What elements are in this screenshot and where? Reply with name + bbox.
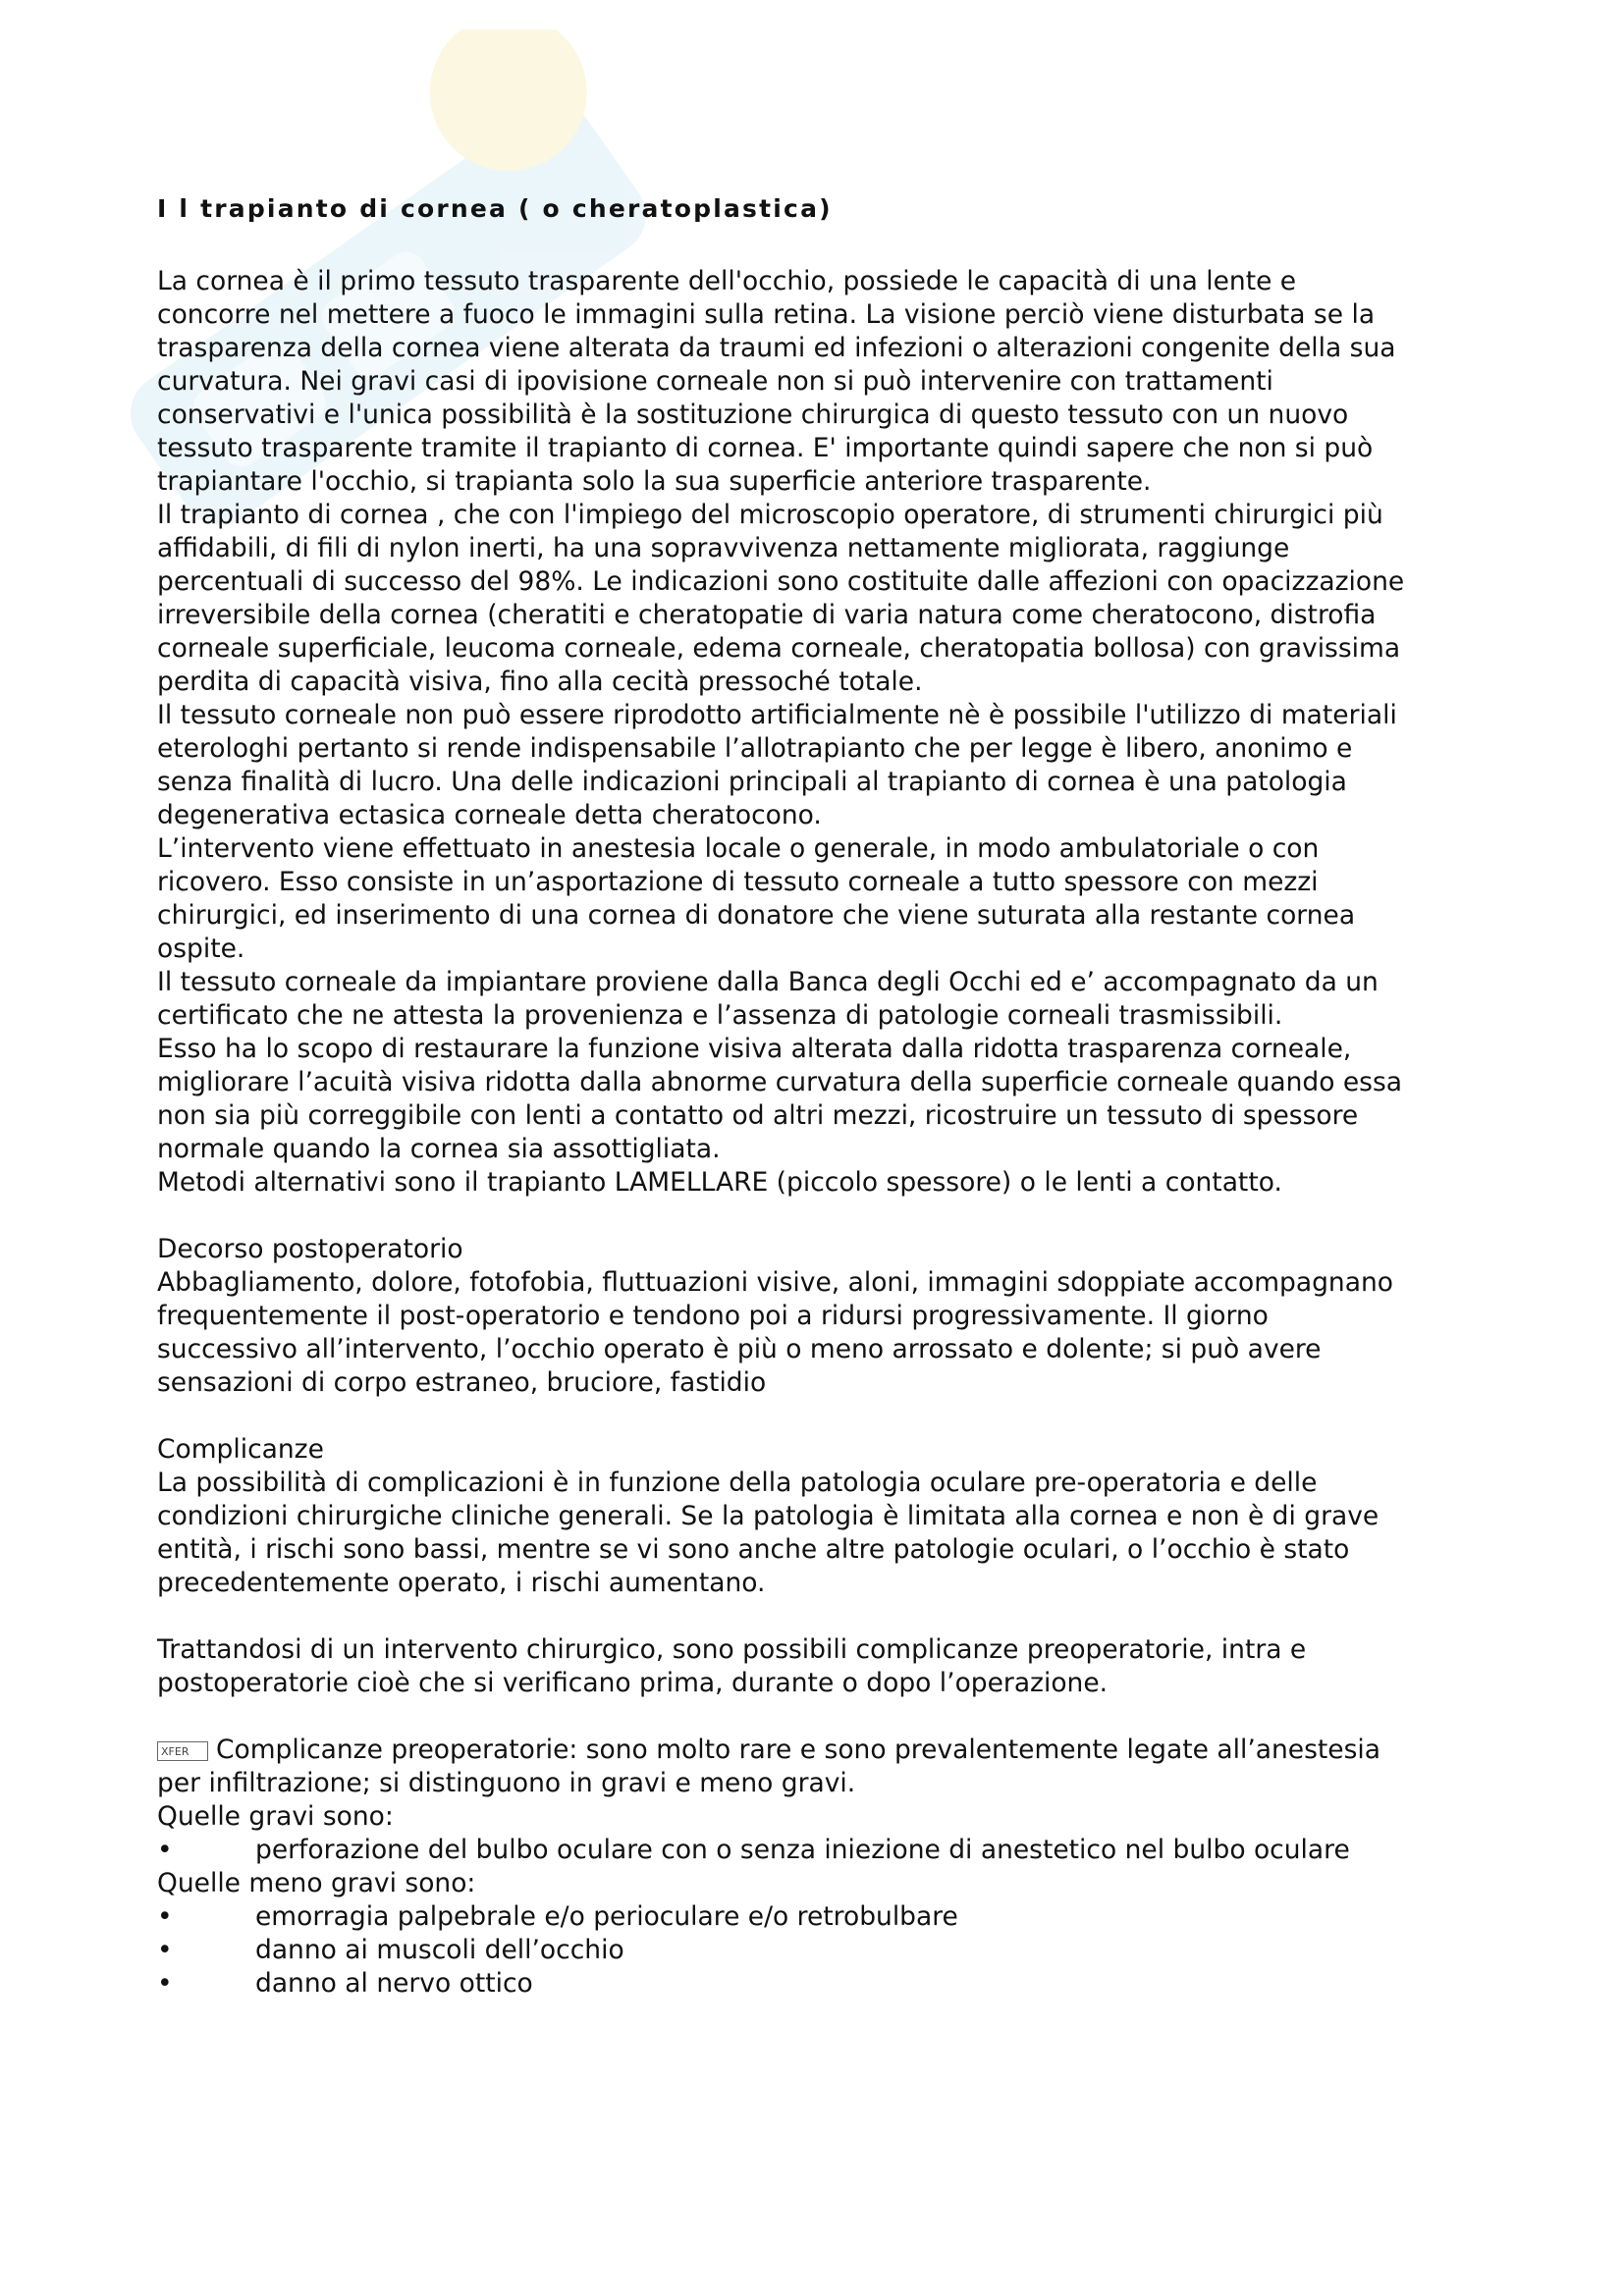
text-line: corneale superficiale, leucoma corneale, edema corneale, cheratopatia bollosa) con gravissima [157, 633, 1401, 664]
text-line: chirurgici, ed inserimento di una cornea di donatore che viene suturata alla restante cornea [157, 900, 1356, 931]
text-line: irreversibile della cornea (cheratiti e cheratopatie di varia natura come cheratocono, distrofia [157, 600, 1377, 630]
text-line: curvatura. Nei gravi casi di ipovisione corneale non si può intervenire con trattamenti [157, 366, 1273, 397]
text-line: migliorare l’acuità visiva ridotta dalla abnorme curvatura della superficie corneale quando essa [157, 1067, 1403, 1097]
bullet-icon: • [157, 1901, 173, 1932]
list-item-text: danno al nervo ottico [255, 1968, 533, 1999]
text-line: sensazioni di corpo estraneo, bruciore, fastidio [157, 1367, 767, 1398]
text-line: Il tessuto corneale non può essere riprodotto artificialmente nè è possibile l'utilizzo di materiali [157, 700, 1397, 730]
text-line: conservativi e l'unica possibilità è la sostituzione chirurgica di questo tessuto con un nuovo [157, 400, 1349, 430]
surgical-paragraph [157, 1633, 1492, 1700]
preop-section [157, 1734, 1492, 2001]
bullet-icon: • [157, 1968, 173, 1999]
complications-section [157, 1433, 1492, 1600]
spacer [157, 1400, 1492, 1433]
text-line: trasparenza della cornea viene alterata da traumi ed infezioni o alterazioni congenite della sua [157, 333, 1396, 363]
text-line: Il tessuto corneale da impiantare proviene dalla Banca degli Occhi ed e’ accompagnato da un [157, 967, 1379, 997]
text-line: ospite. [157, 934, 245, 964]
text-line: frequentemente il post-operatorio e tendono poi a ridursi progressivamente. Il giorno [157, 1301, 1269, 1331]
text-line: precedentemente operato, i rischi aumentano. [157, 1568, 766, 1598]
text-line: ricovero. Esso consiste in un’asportazione di tessuto corneale a tutto spessore con mezzi [157, 867, 1319, 897]
text-line: La cornea è il primo tessuto trasparente dell'occhio, possiede le capacità di una lente e [157, 266, 1297, 296]
text-line: certificato che ne attesta la provenienza e l’assenza di patologie corneali trasmissibili. [157, 1000, 1283, 1031]
text-line: non sia più correggibile con lenti a contatto od altri mezzi, ricostruire un tessuto di spessore [157, 1100, 1359, 1131]
text-line: condizioni chirurgiche cliniche generali. Se la patologia è limitata alla cornea e non è di grave [157, 1501, 1380, 1531]
text-line: percentuali di successo del 98%. Le indicazioni sono costituite dalle affezioni con opacizzazione [157, 566, 1405, 597]
document-page [157, 192, 1492, 2001]
text-line: concorre nel mettere a fuoco le immagini sulla retina. La visione perciò viene disturbata se la [157, 299, 1376, 330]
text-line: successivo all’intervento, l’occhio operato è più o meno arrossato e dolente; si può avere [157, 1334, 1322, 1364]
text-line: eterologhi pertanto si rende indispensabile l’allotrapianto che per legge è libero, anonimo e [157, 733, 1353, 764]
spacer [157, 1700, 1492, 1734]
spacer [157, 1200, 1492, 1233]
text-line: normale quando la cornea sia assottigliata. [157, 1134, 721, 1164]
list-item-text: perforazione del bulbo oculare con o senza iniezione di anestetico nel bulbo oculare [255, 1835, 1350, 1865]
list-item [157, 1834, 1492, 1867]
preop-first-line [157, 1734, 1492, 1767]
spacer [157, 1600, 1492, 1633]
list-item [157, 1967, 1492, 2001]
list-item [157, 1900, 1492, 1934]
text-line: Metodi alternativi sono il trapianto LAMELLARE (piccolo spessore) o le lenti a contatto. [157, 1167, 1282, 1198]
text-line: per infiltrazione; si distinguono in gravi e meno gravi. [157, 1768, 856, 1798]
section-heading-complications: Complicanze [157, 1434, 324, 1465]
text-line: L’intervento viene effettuato in anestesia locale o generale, in modo ambulatoriale o con [157, 833, 1320, 864]
text-line: Il trapianto di cornea , che con l'impiego del microscopio operatore, di strumenti chirurgici più [157, 500, 1383, 530]
xfer-icon: XFER [157, 1741, 208, 1761]
text-line: affidabili, di fili di nylon inerti, ha una sopravvivenza nettamente migliorata, raggiunge [157, 533, 1290, 563]
section-heading-postop: Decorso postoperatorio [157, 1234, 463, 1264]
list-item-text: emorragia palpebrale e/o perioculare e/o retrobulbare [255, 1901, 958, 1932]
grave-heading: Quelle gravi sono: [157, 1801, 394, 1832]
text-line: entità, i rischi sono bassi, mentre se vi sono anche altre patologie oculari, o l’occhio è stato [157, 1534, 1350, 1565]
text-line: La possibilità di complicazioni è in funzione della patologia oculare pre-operatoria e delle [157, 1468, 1318, 1498]
bullet-icon: • [157, 1835, 173, 1865]
postop-section [157, 1233, 1492, 1400]
list-item-text: danno ai muscoli dell’occhio [255, 1935, 624, 1965]
intro-paragraph [157, 265, 1492, 1200]
text-line: Trattandosi di un intervento chirurgico, sono possibili complicanze preoperatorie, intra e [157, 1634, 1307, 1665]
text-line: postoperatorie cioè che si verificano prima, durante o dopo l’operazione. [157, 1668, 1109, 1698]
text-line: Abbagliamento, dolore, fotofobia, fluttuazioni visive, aloni, immagini sdoppiate accompagnano [157, 1267, 1393, 1298]
document-title: I l trapianto di cornea ( o cheratoplastica) [157, 194, 833, 223]
text-line: tessuto trasparente tramite il trapianto di cornea. E' importante quindi sapere che non si può [157, 433, 1374, 463]
text-line: Esso ha lo scopo di restaurare la funzione visiva alterata dalla ridotta trasparenza corneale, [157, 1034, 1352, 1064]
text-line: senza finalità di lucro. Una delle indicazioni principali al trapianto di cornea è una patologia [157, 767, 1347, 797]
text-line: Complicanze preoperatorie: sono molto rare e sono prevalentemente legate all’anestesia [216, 1735, 1380, 1765]
text-line: perdita di capacità visiva, fino alla cecità pressoché totale. [157, 667, 923, 697]
text-line: degenerativa ectasica corneale detta cheratocono. [157, 800, 822, 830]
less-grave-heading: Quelle meno gravi sono: [157, 1868, 476, 1898]
bullet-icon: • [157, 1935, 173, 1965]
list-item [157, 1934, 1492, 1967]
text-line: trapiantare l'occhio, si trapianta solo la sua superficie anteriore trasparente. [157, 466, 1152, 497]
